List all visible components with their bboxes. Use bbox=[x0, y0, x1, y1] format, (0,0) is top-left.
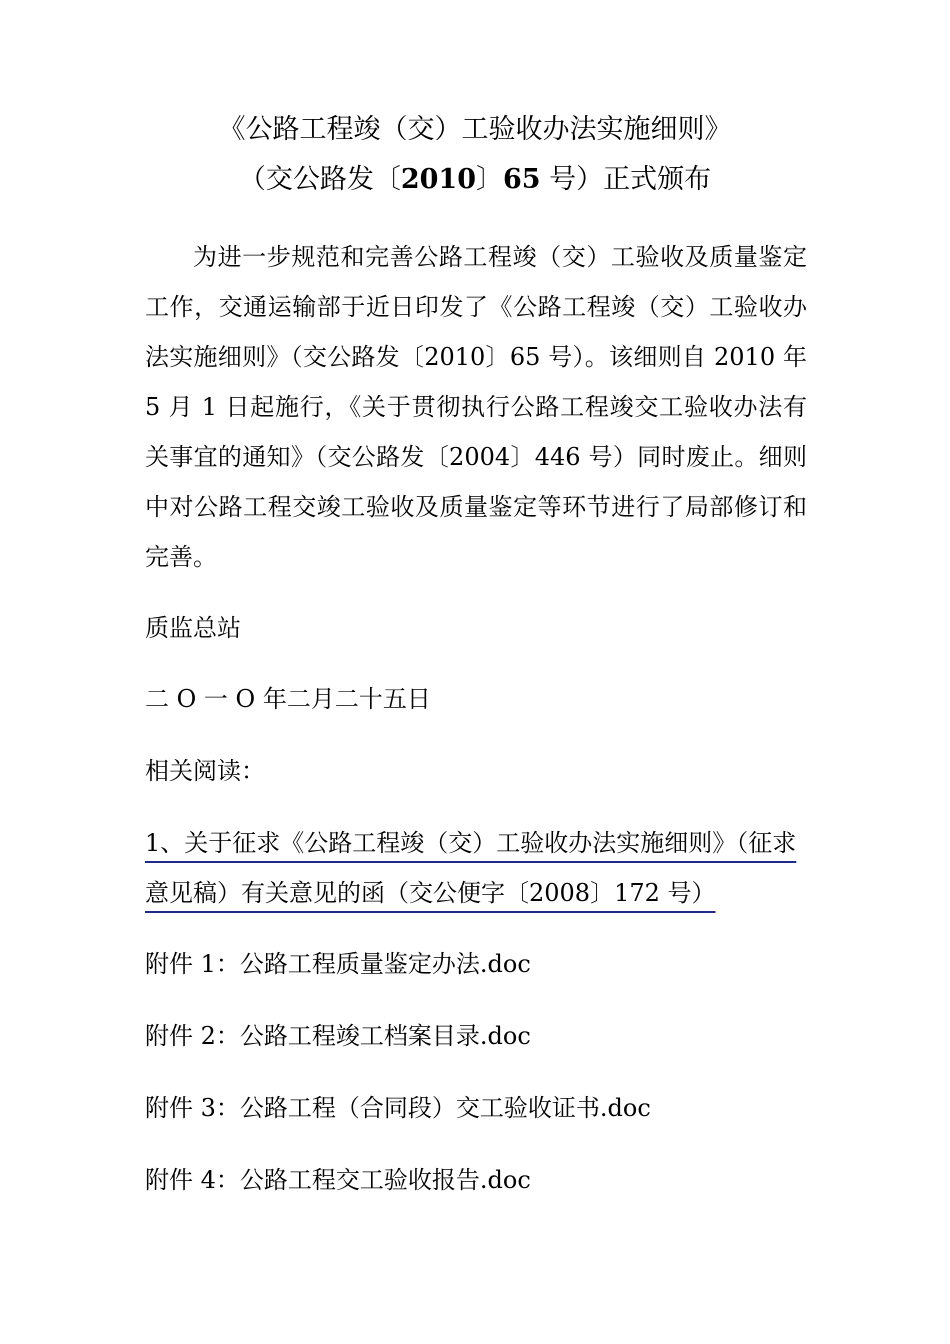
attachment-link-4[interactable]: 附件 4：公路工程交工验收报告.doc bbox=[145, 1166, 531, 1194]
attachment-link-3[interactable]: 附件 3：公路工程（合同段）交工验收证书.doc bbox=[145, 1094, 651, 1122]
title-year: 2010 bbox=[400, 164, 476, 195]
body-paragraph: 为进一步规范和完善公路工程竣（交）工验收及质量鉴定工作，交通运输部于近日印发了《公路工程竣（交）工验收办法实施细则》（交公路发〔2010〕65 号）。该细则自 2010 年 5 月 1 日起施行，《关于贯彻执行公路工程竣交工验收办法有关事宜的通知》（交公路发〔2004〕446 号）同时废止。细则中对公路工程交竣工验收及质量鉴定等环节进行了局部修订和完善。 bbox=[145, 243, 807, 571]
title-prefix: （交公路发〔 bbox=[238, 164, 401, 195]
title-suffix: 号）正式颁布 bbox=[540, 164, 712, 195]
title-number: 65 bbox=[502, 164, 541, 195]
doc-title-line-1: 《公路工程竣（交）工验收办法实施细则》 bbox=[218, 114, 732, 145]
related-heading: 相关阅读： bbox=[145, 757, 265, 785]
issuer: 质监总站 bbox=[145, 614, 241, 642]
issue-date: 二 O 一 O 年二月二十五日 bbox=[145, 685, 431, 713]
related-link[interactable]: 1、关于征求《公路工程竣（交）工验收办法实施细则》（征求意见稿）有关意见的函（交公便字〔2008〕172 号） bbox=[145, 829, 797, 907]
attachment-link-2[interactable]: 附件 2：公路工程竣工档案目录.doc bbox=[145, 1022, 531, 1050]
doc-title-line-2 bbox=[0, 160, 950, 200]
attachment-link-1[interactable]: 附件 1：公路工程质量鉴定办法.doc bbox=[145, 950, 531, 978]
title-bracket: 〕 bbox=[475, 164, 503, 195]
